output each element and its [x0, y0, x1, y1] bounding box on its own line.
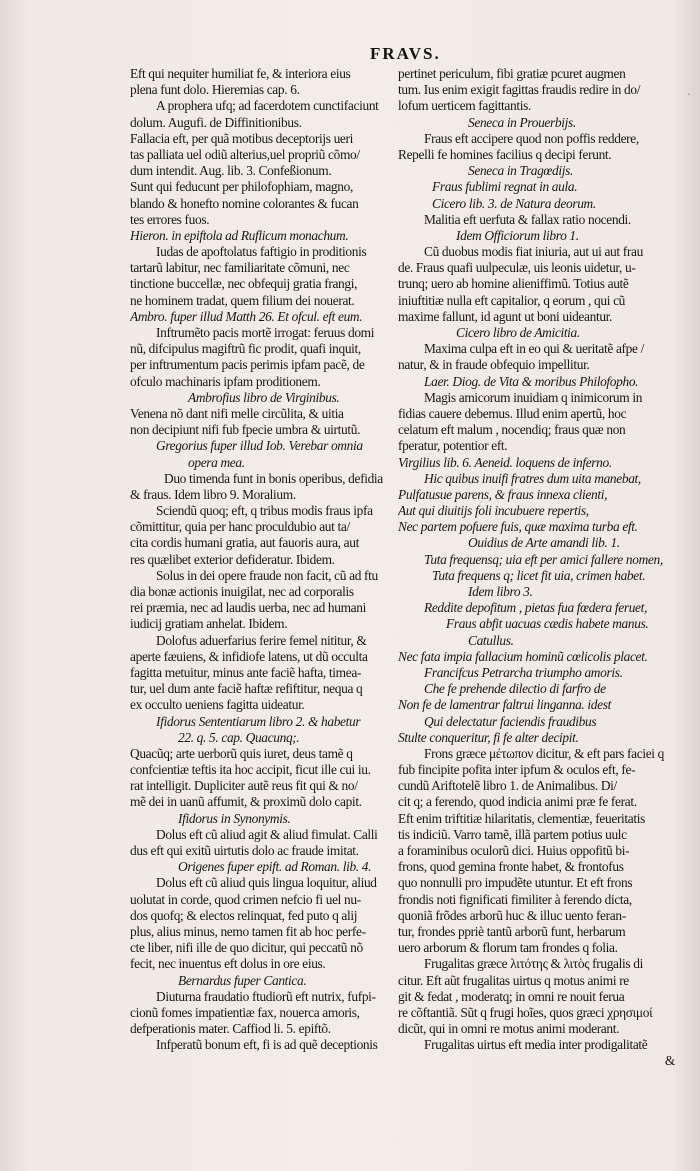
text-line: dus eft qui exitũ uirtutis dolo ac fraude imitat.: [130, 843, 359, 858]
text-line: cit q; a ferendo, quod indicia animi præ fe ferat.: [398, 794, 637, 810]
text-line: lofum uerticem fagittantis.: [398, 98, 531, 114]
text-line: Cicero libro de Amicitia.: [456, 325, 580, 340]
text-line: Origenes fuper epift. ad Roman. lib. 4.: [178, 859, 372, 875]
text-line: ne hominem tradat, quem filium dei nouerat.: [130, 292, 355, 308]
text-line: tes errores fuos.: [130, 211, 210, 227]
text-line: A prophera ufq; ad facerdotem cunctifaciunt: [156, 98, 379, 114]
text-line: cita cordis humani gratia, aut fauoris aura, aut: [130, 535, 359, 551]
text-line: Frugalitas uirtus eft media inter prodigalitatẽ: [424, 1037, 648, 1053]
text-line: rat intelligit. Dupliciter autẽ reus fit qui & no/: [130, 778, 358, 794]
text-line: citur. Eft aũt frugalitas uirtus q motus animi re: [398, 972, 629, 988]
text-line: Quacũq; arte uerborũ quis iuret, deus tamẽ q: [130, 745, 353, 761]
text-line: quo nonnulli pro impudẽte utuntur. Et eft frons: [398, 875, 633, 891]
left-column: [130, 66, 398, 1053]
text-line: confcientiæ teftis ita hoc accipit, ficut ille cui iu.: [130, 762, 371, 778]
text-line: Seneca in Prouerbijs.: [468, 114, 576, 130]
text-line: 22. q. 5. cap. Quacunq;.: [178, 729, 300, 745]
text-line: Infperatũ bonum eft, fi is ad quẽ deceptionis: [156, 1037, 378, 1053]
text-line: tis indiciũ. Varro tamẽ, illã partem potius uulc: [398, 826, 627, 842]
text-line: Idem libro 3.: [468, 584, 533, 599]
text-line: plus, alius minus, nemo tamen fit ab hoc perfe-: [130, 923, 366, 939]
text-line: Pulfatusue parens, & fraus innexa clienti,: [398, 486, 608, 502]
text-line: natur, & in fraude obfequio impellitur.: [398, 357, 590, 373]
text-line: Aut qui diuitijs foli incubuere repertis,: [398, 503, 589, 519]
text-line: Tuta frequensq; uia eft per amici fallere nomen,: [424, 551, 663, 567]
text-line: Cicero lib. 3. de Natura deorum.: [432, 195, 596, 211]
text-line: non decipiunt nifi fub fpecie umbra & uirtutũ.: [130, 422, 361, 438]
text-line: dicũt, qui in omni re motus animi moderant.: [398, 1021, 620, 1037]
text-line: ofculo machinaris ipfam proditionem.: [130, 373, 321, 389]
text-line: Dolus eft cũ aliud quis lingua loquitur, aliud: [156, 875, 377, 891]
text-line: tas palliata uel odiũ alterius,uel propriũ cõmo/: [130, 146, 360, 162]
text-line: plena funt dolo. Hieremias cap. 6.: [130, 82, 300, 98]
text-line: Venena nõ dant nifi melle circũlita, & uitia: [130, 405, 344, 421]
text-line: Eft qui nequiter humiliat fe, & interiora eius: [130, 66, 351, 81]
text-line: re cõftantiã. Sũt q frugi hoĩes, quos græci χρησιμοί: [398, 1004, 653, 1020]
text-line: Seneca in Tragœdijs.: [468, 163, 573, 179]
text-line: dolum. Augufi. de Diffinitionibus.: [130, 114, 302, 130]
text-line: fecit, nec inuentus eft dolus in ore eius.: [130, 956, 326, 972]
text-line: Dolofus aduerfarius ferire femel nititur, &: [156, 632, 367, 648]
text-line: Eft enim triftitiæ hilaritatis, clementiæ, feueritatis: [398, 810, 645, 826]
text-line: Ambrofius libro de Virginibus.: [188, 389, 340, 405]
text-line: &: [664, 1053, 675, 1069]
text-line: Inftrumẽto pacis mortẽ irrogat: feruus domi: [156, 325, 375, 340]
text-line: uolutat in corde, quod crimen nefcio fi uel nu-: [130, 891, 361, 907]
text-line: Nec partem pofuere fuis, quæ maxima turba eft.: [398, 519, 638, 535]
text-line: Hic quibus inuifi fratres dum uita manebat,: [424, 470, 641, 486]
text-line: Ambro. fuper illud Matth 26. Et ofcul. eft eum.: [130, 308, 363, 324]
text-line: de. Fraus quafi uulpeculæ, uis leonis uidetur, u-: [398, 260, 636, 276]
text-line: Cũ duobus modis fiat iniuria, aut ui aut frau: [424, 244, 643, 260]
text-line: Ifidorus Sententiarum libro 2. & habetur: [156, 713, 361, 729]
text-line: iniuftitiæ nulla eft capitalior, q eorum , qui cũ: [398, 292, 626, 308]
text-line: Sunt qui feducunt per philofophiam, magno,: [130, 179, 353, 195]
text-line: celatum eft malum , nocendiq; fraus quæ non: [398, 422, 626, 438]
text-line: Ifidorus in Synonymis.: [178, 810, 291, 826]
text-line: tum. Ius enim exigit fagittas fraudis redire in do/: [398, 82, 641, 98]
text-line: fagitta metuitur, minus ante faciẽ hafta, timea-: [130, 664, 362, 680]
text-line: rei præmia, nec ad laudis uerba, nec ad humani: [130, 600, 366, 616]
text-line: Magis amicorum inuidiam q inimicorum in: [424, 389, 643, 405]
text-line: trunq; uero ab homine alieniffimũ. Totius autẽ: [398, 276, 629, 292]
text-line: cõmittitur, quia per hanc proculdubio aut ta/: [130, 519, 350, 535]
text-line: Fallacia eft, per quã motibus deceptorijs ueri: [130, 130, 353, 146]
text-line: Fraus fublimi regnat in aula.: [432, 179, 578, 195]
text-line: nũ, difcipulus magiftrũ fic prodit, quafi inquit,: [130, 341, 361, 357]
text-line: Tuta frequens q; licet fit uia, crimen habet.: [432, 567, 646, 583]
text-line: cionũ fomes impatientiæ fax, nouerca amoris,: [130, 1004, 360, 1020]
text-line: pertinet periculum, fibi gratiæ pcuret augmen: [398, 66, 626, 81]
text-line: tur, frondes ppriè tantũ arborũ funt, herbarum: [398, 923, 626, 939]
text-line: Repelli fe homines facilius q decipi ferunt.: [398, 146, 612, 162]
text-line: Sciendũ quoq; eft, q tribus modis fraus ipfa: [156, 503, 373, 519]
text-line: & fraus. Idem libro 9. Moralium.: [130, 486, 296, 502]
text-line: opera mea.: [188, 454, 245, 470]
text-line: Reddite depofitum , pietas fua fœdera feruet,: [424, 600, 648, 616]
text-line: Malitia eft uerfuta & fallax ratio nocendi.: [424, 211, 631, 227]
right-column: [398, 66, 675, 1070]
text-line: res quælibet exterior defideratur. Ibidem.: [130, 551, 335, 567]
text-line: cte liber, nifi ille de quo dicitur, qui peccatũ nõ: [130, 940, 363, 956]
text-line: mẽ dei in uanũ affumit, & proximũ dolo capit.: [130, 794, 362, 810]
text-line: Ouidius de Arte amandi lib. 1.: [468, 535, 620, 551]
text-line: Frugalitas græce λιτότης & λιτὸς frugalis di: [424, 956, 643, 972]
text-line: Laer. Diog. de Vita & moribus Philofopho.: [424, 373, 639, 389]
text-line: Fraus abfit uacuas cædis habete manus.: [446, 616, 649, 632]
text-line: cundũ Ariftotelẽ libro 1. de Animalibus. Di/: [398, 778, 617, 794]
text-line: Dolus eft cũ aliud agit & aliud fimulat. Calli: [156, 826, 378, 842]
text-line: frons, quod gemina fronte habet, & frontofus: [398, 859, 624, 875]
text-line: git & fedat , moderatq; in omni re nouit ferua: [398, 988, 625, 1004]
text-line: defperationis mater. Caffiod li. 5. epiftõ.: [130, 1021, 331, 1037]
text-line: dum intendit. Aug. lib. 3. Confeßionum.: [130, 163, 332, 179]
text-line: Nec fata impia fallacium hominũ cœlicolis placet.: [398, 648, 648, 664]
text-line: uero arborum & florum tam frondes q folia.: [398, 940, 618, 956]
text-line: blando & honefto nomine colorantes & fucan: [130, 195, 359, 211]
text-line: Catullus.: [468, 632, 514, 648]
text-line: Frons græce μέτωπον dicitur, & eft pars faciei q: [424, 745, 665, 761]
text-line: Virgilius lib. 6. Aeneid. loquens de inferno.: [398, 454, 612, 470]
text-line: Bernardus fuper Cantica.: [178, 972, 307, 988]
margin-mark: ˙: [686, 92, 692, 106]
text-line: frondis noti fignificati fimiliter à ferendo dicta,: [398, 891, 632, 907]
text-line: Francifcus Petrarcha triumpho amoris.: [424, 664, 623, 680]
text-line: Fraus eft accipere quod non poffis reddere,: [424, 130, 639, 146]
text-line: Idem Officiorum libro 1.: [456, 227, 579, 243]
text-line: ex occulto ueniens fagitta uideatur.: [130, 697, 305, 713]
text-line: Qui delectatur faciendis fraudibus: [424, 713, 597, 729]
text-line: dos quofq; & electos relinquat, fed puto q alij: [130, 907, 358, 923]
text-line: dia bonæ actionis inuigilat, nec ad corporalis: [130, 584, 354, 599]
text-line: tinctione buccellæ, nec obfequij gratia frangi,: [130, 276, 358, 292]
text-line: per inftrumentum pacis perimis ipfam pacẽ, de: [130, 357, 365, 373]
text-line: Iudas de apoftolatus faftigio in proditionis: [156, 244, 367, 260]
text-line: tartarũ labitur, nec familiaritate cõmuni, nec: [130, 260, 350, 276]
running-head: FRAVS.: [370, 44, 441, 63]
text-line: iudicij gratiam anhelat. Ibidem.: [130, 616, 288, 632]
text-line: Non fe de lamentrar faltrui linganna. idest: [398, 697, 611, 713]
text-line: Hieron. in epiftola ad Ruflicum monachum.: [130, 227, 349, 243]
text-line: Maxima culpa eft in eo qui & ueritatẽ afpe /: [424, 341, 644, 357]
text-line: Duo timenda funt in bonis operibus, defidia: [164, 470, 383, 486]
text-line: Stulte conqueritur, fi fe alter decipit.: [398, 729, 579, 745]
text-line: fperatur, potentior eft.: [398, 438, 508, 454]
text-line: quoniã frõdes arborũ huc & illuc uento feran-: [398, 907, 626, 923]
text-line: Diuturna fraudatio ftudiorũ eft nutrix, fufpi-: [156, 988, 376, 1004]
text-line: aperte fæuiens, & infidiofe latens, ut dũ occulta: [130, 648, 368, 664]
text-line: tur, uel dum ante faciẽ haftæ refiftitur, nequa q: [130, 681, 363, 697]
text-line: fidias cauere debemus. Illud enim apertũ, hoc: [398, 405, 627, 421]
text-line: Gregorius fuper illud Iob. Verebar omnia: [156, 438, 363, 454]
text-line: maxime fallunt, id agunt ut boni uideantur.: [398, 308, 613, 324]
text-line: a foraminibus oculorũ dici. Huius oppofitũ bi-: [398, 843, 630, 858]
text-line: Che fe prehende dilectio di farfro de: [424, 681, 606, 697]
text-line: fub fincipite pofita inter ipfum & oculos eft, fe-: [398, 762, 636, 778]
text-line: Solus in dei opere fraude non facit, cũ ad ftu: [156, 567, 378, 583]
